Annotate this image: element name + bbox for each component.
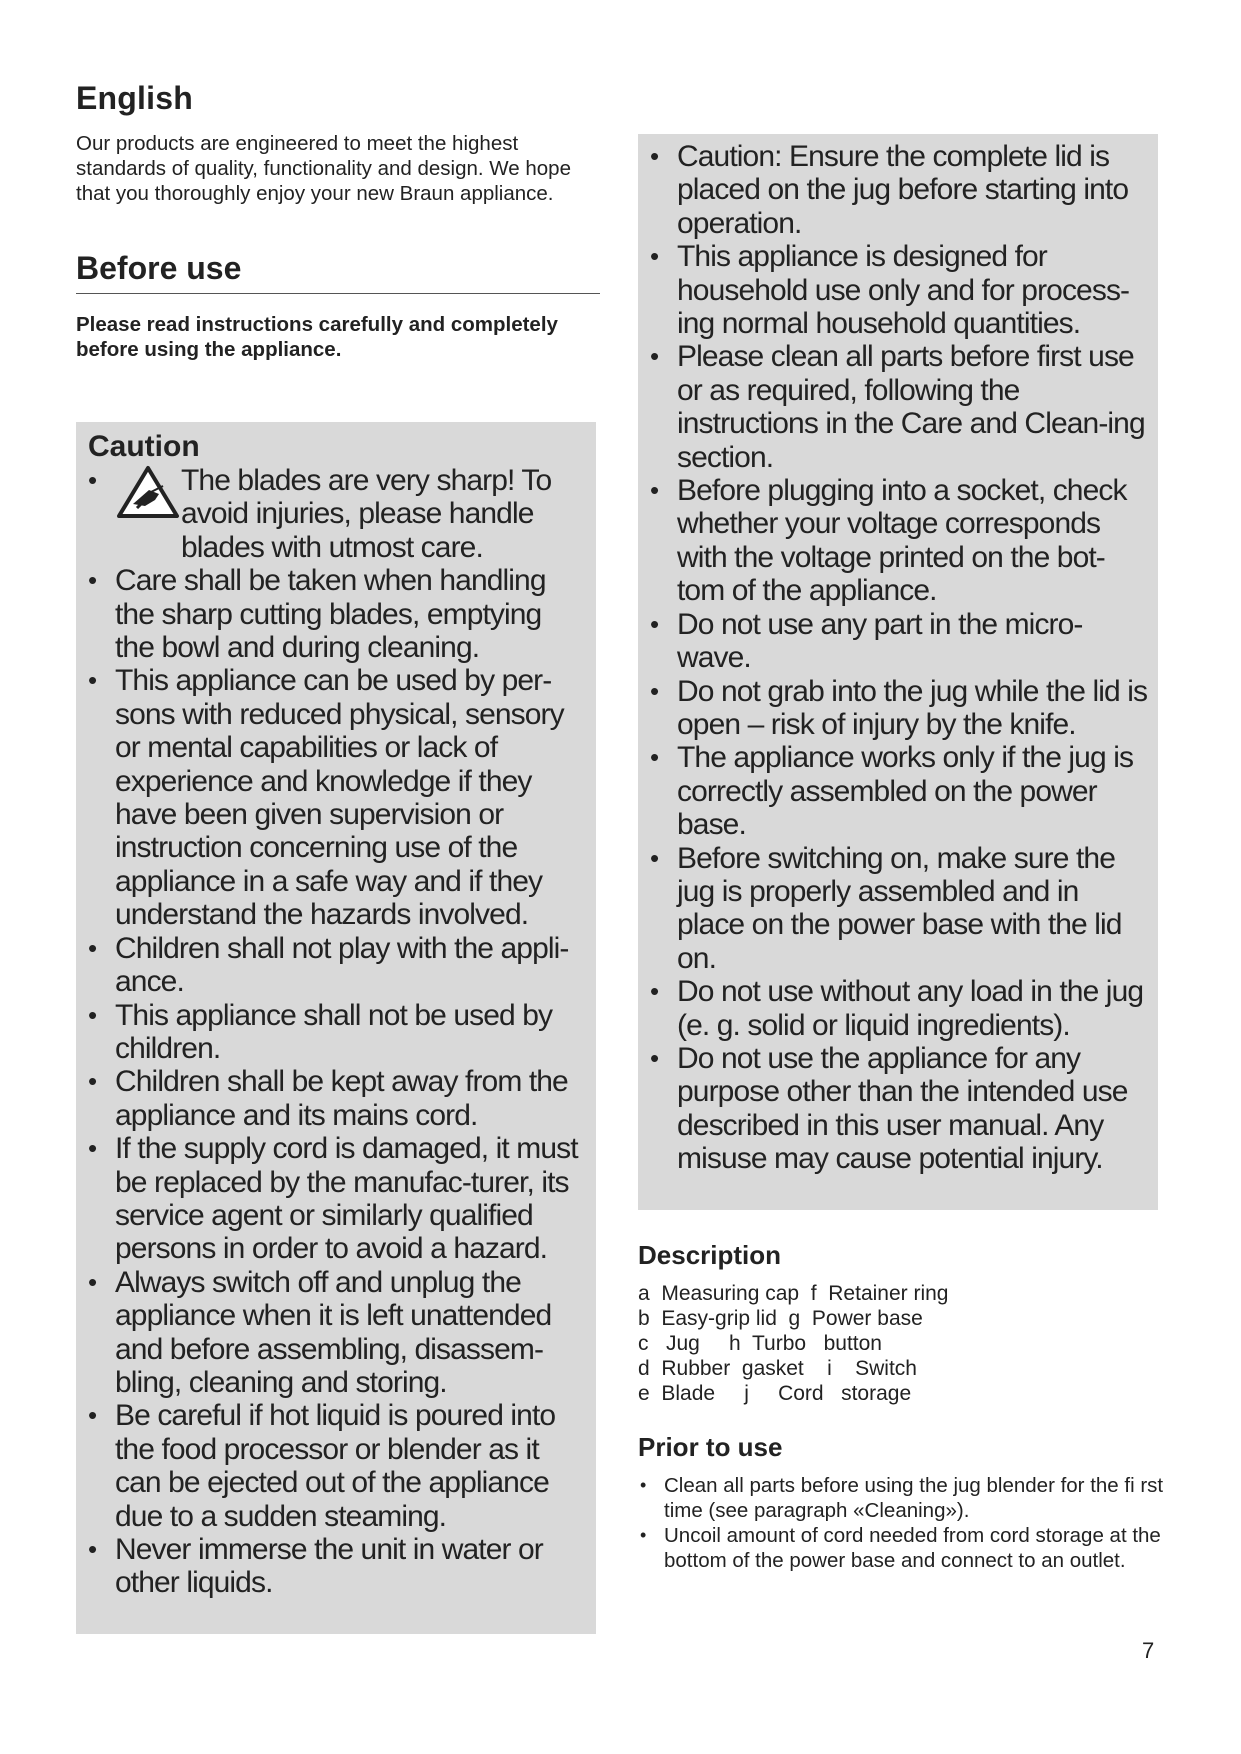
safety-item xyxy=(650,608,1150,675)
caution-item-text: Children shall be kept away from the appliance and its mains cord. xyxy=(115,1065,568,1132)
caution-item-text: Always switch off and unplug the appliance when it is left unattended and before assembling, disassem-bling, cleaning and storing. xyxy=(115,1265,552,1399)
bullet: • xyxy=(650,475,659,506)
caution-item xyxy=(88,932,586,999)
bullet: • xyxy=(88,1133,97,1164)
before-use-title: Before use xyxy=(76,250,600,294)
caution-item xyxy=(88,1533,586,1600)
safety-item xyxy=(650,675,1150,742)
bullet: • xyxy=(640,1475,647,1495)
left-column xyxy=(76,80,600,362)
safety-item-text: Do not use the appliance for any purpose other than the intended use described in this user manual. Any misuse may cause potential injury. xyxy=(677,1041,1128,1176)
caution-item xyxy=(88,1065,586,1132)
bullet: • xyxy=(650,608,659,639)
right-lower-section xyxy=(638,1240,1178,1573)
safety-box-right xyxy=(638,134,1158,1210)
page-number: 7 xyxy=(1142,1638,1155,1663)
language-title: English xyxy=(76,80,193,116)
bullet: • xyxy=(88,999,97,1030)
safety-item-text: This appliance is designed for household use only and for process-ing normal household quantities. xyxy=(677,240,1130,341)
caution-title: Caution xyxy=(88,430,200,463)
safety-item xyxy=(650,474,1150,608)
safety-list xyxy=(650,140,1150,1176)
read-instructions-note: Please read instructions carefully and completely before using the appliance. xyxy=(76,313,558,361)
safety-item-text: Caution: Ensure the complete lid is placed on the jug before starting into operation. xyxy=(677,140,1129,240)
description-row: d Rubber gasket i Switch xyxy=(638,1357,917,1380)
caution-item-text: Children shall not play with the appli-ance. xyxy=(115,931,569,999)
bullet: • xyxy=(650,976,659,1007)
caution-item-text: Be careful if hot liquid is poured into the food processor or blender as it can be ejected out of the appliance due to a sudden steaming. xyxy=(115,1399,556,1533)
caution-item-text: Never immerse the unit in water or other liquids. xyxy=(115,1533,543,1600)
bullet: • xyxy=(88,1400,97,1431)
caution-list xyxy=(88,464,586,1600)
sharp-blade-warning-icon xyxy=(115,464,181,524)
bullet: • xyxy=(88,465,97,495)
caution-item xyxy=(88,999,586,1066)
prior-to-use-title: Prior to use xyxy=(638,1432,783,1462)
safety-item xyxy=(650,741,1150,841)
safety-item xyxy=(650,240,1150,340)
prior-to-use-list xyxy=(638,1473,1178,1573)
bullet: • xyxy=(650,842,659,873)
safety-item-text: Please clean all parts before first use or as required, following the instructions in the Care and Clean-ing section. xyxy=(677,340,1145,474)
safety-item-text: Do not grab into the jug while the lid is open – risk of injury by the knife. xyxy=(677,674,1148,741)
caution-item-text: Care shall be taken when handling the sharp cutting blades, emptying the bowl and during cleaning. xyxy=(115,564,546,665)
bullet: • xyxy=(88,1066,97,1097)
caution-item xyxy=(88,664,586,931)
caution-item-text: If the supply cord is damaged, it must be replaced by the manufac-turer, its service agent or similarly qualified persons in order to avoid a hazard. xyxy=(115,1132,578,1266)
safety-item-text: Before plugging into a socket, check whether your voltage corresponds with the voltage printed on the bot-tom of the appliance. xyxy=(677,474,1127,608)
description-row: e Blade j Cord storage xyxy=(638,1382,912,1405)
bullet: • xyxy=(650,675,659,706)
bullet: • xyxy=(88,565,97,596)
caution-item-text: This appliance shall not be used by children. xyxy=(115,998,553,1065)
safety-item-text: Do not use without any load in the jug (e. g. solid or liquid ingredients). xyxy=(677,975,1144,1042)
safety-item xyxy=(650,1042,1150,1176)
safety-item xyxy=(650,140,1150,240)
bullet: • xyxy=(650,141,659,171)
description-row: c Jug h Turbo button xyxy=(638,1332,882,1355)
description-row: b Easy-grip lid g Power base xyxy=(638,1307,923,1330)
bullet: • xyxy=(650,241,659,272)
bullet: • xyxy=(640,1525,647,1545)
description-row: a Measuring cap f Retainer ring xyxy=(638,1282,949,1305)
caution-box xyxy=(76,422,596,1634)
caution-item xyxy=(88,564,586,664)
description-title: Description xyxy=(638,1240,782,1270)
bullet: • xyxy=(88,1266,97,1297)
bullet: • xyxy=(650,341,659,372)
prior-item xyxy=(638,1523,1178,1573)
prior-item-text: Clean all parts before using the jug blender for the fi rst time (see paragraph «Cleaning»). xyxy=(664,1474,1164,1522)
bullet: • xyxy=(88,1534,97,1564)
caution-item xyxy=(88,1132,586,1266)
prior-item xyxy=(638,1473,1178,1523)
bullet: • xyxy=(88,665,97,696)
intro-text: Our products are engineered to meet the highest standards of quality, functionality and design. We hope that you thoroughly enjoy your new Braun appliance. xyxy=(76,132,571,205)
safety-item-text: Before switching on, make sure the jug is properly assembled and in place on the power base with the lid on. xyxy=(677,841,1122,975)
bullet: • xyxy=(88,932,97,963)
safety-item-text: Do not use any part in the micro-wave. xyxy=(677,607,1083,675)
safety-item xyxy=(650,842,1150,976)
caution-item xyxy=(88,1399,586,1533)
caution-item-text: This appliance can be used by per-sons with reduced physical, sensory or mental capabilities or lack of experience and knowledge if they have been given supervision or instruction concerning use of the appliance in a safe way and if they understand the hazards involved. xyxy=(115,664,564,932)
bullet: • xyxy=(650,1042,659,1073)
safety-item xyxy=(650,975,1150,1042)
safety-item-text: The appliance works only if the jug is correctly assembled on the power base. xyxy=(677,741,1134,842)
prior-item-text: Uncoil amount of cord needed from cord storage at the bottom of the power base and connect to an outlet. xyxy=(664,1524,1161,1572)
caution-item-text: The blades are very sharp! To avoid injuries, please handle blades with utmost care. xyxy=(181,464,552,564)
caution-item xyxy=(88,1266,586,1400)
safety-item xyxy=(650,340,1150,474)
bullet: • xyxy=(650,742,659,773)
caution-item-blades xyxy=(88,464,586,564)
